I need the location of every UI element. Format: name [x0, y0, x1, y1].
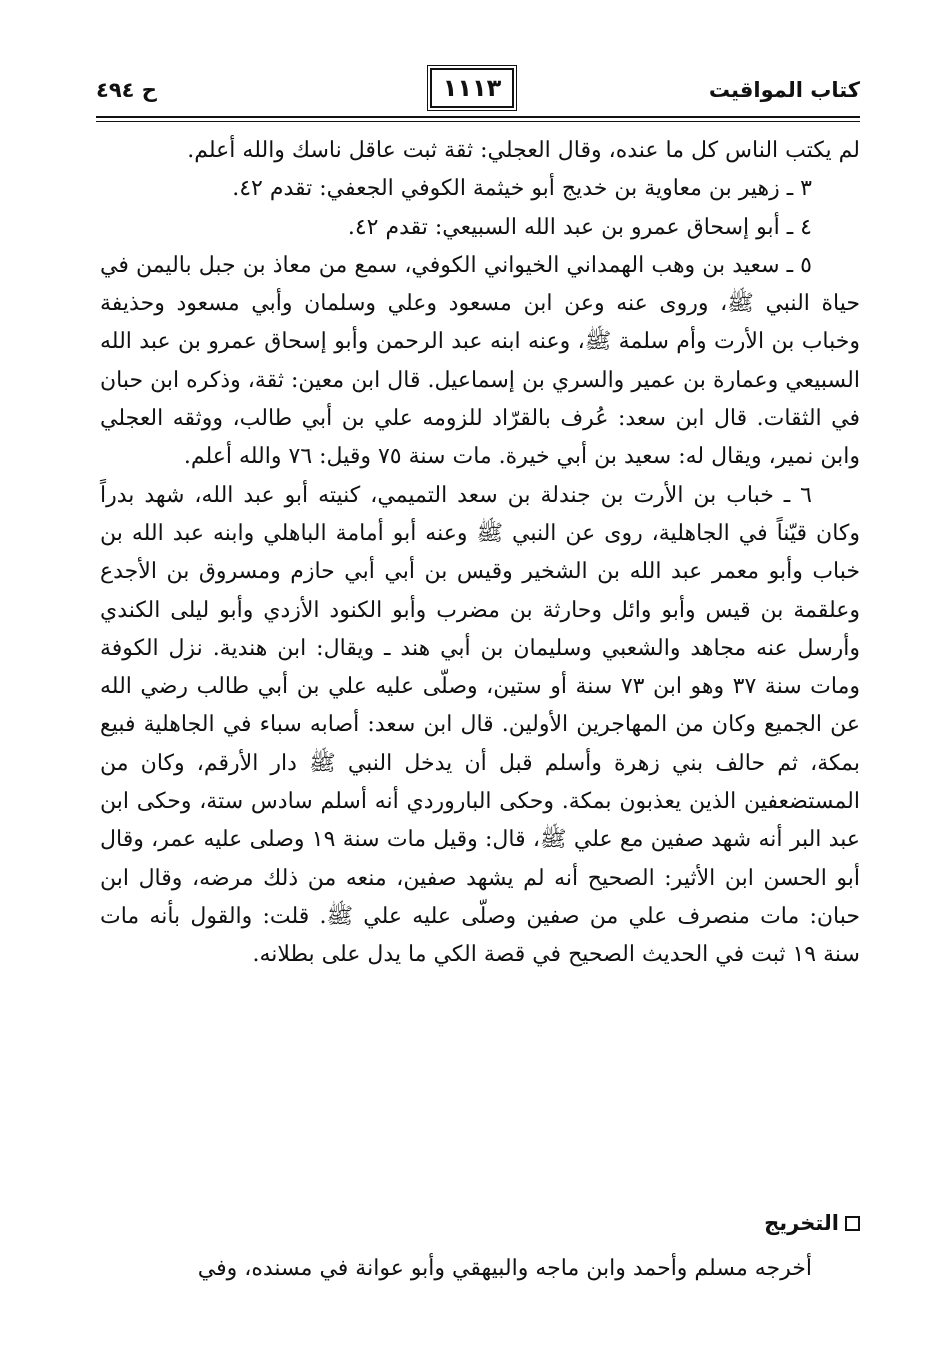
book-title: كتاب المواقيت: [708, 78, 860, 102]
page-header: [96, 68, 860, 112]
header-divider-thin: [96, 121, 860, 122]
hadith-reference: ح ٤٩٤: [96, 78, 157, 102]
paragraph-narrator-6: ٦ ـ خباب بن الأرت بن جندلة بن سعد التميمي، كنيته أبو عبد الله، شهد بدراً وكان قيّناً في الجاهلية، روى عن النبي ﷺ وعنه أبو أمامة الباهلي وابنه عبد الله بن خباب وأبو معمر عبد الله بن الشخير وقيس بن أبي أبي حازم ومسروق بن الأجدع وعلقمة بن قيس وأبو وائل وحارثة بن مضرب وأبو الكنود الأزدي وأبو ليلى الكندي وأرسل عنه مجاهد والشعبي وسليمان بن أبي هند ـ ويقال: ابن هندية. نزل الكوفة ومات سنة ٣٧ وهو ابن ٧٣ سنة أو ستين، وصلّى عليه علي بن أبي طالب رضي الله عن الجميع وكان من المهاجرين الأولين. قال ابن سعد: أصابه سباء في الجاهلية فبيع بمكة، ثم حالف بني زهرة وأسلم قبل أن يدخل النبي ﷺ دار الأرقم، وكان من المستضعفين الذين يعذبون بمكة. وحكى الباروردي أنه أسلم سادس ستة، وحكى ابن عبد البر أنه شهد صفين مع علي ﷺ، قال: وقيل مات سنة ١٩ وصلى عليه عمر، وقال أبو الحسن ابن الأثير: الصحيح أنه لم يشهد صفين، منعه من ذلك مرضه، وقال ابن حبان: مات منصرف علي من صفين وصلّى عليه علي ﷺ. قلت: والقول بأنه مات سنة ١٩ ثبت في الحديث الصحيح في قصة الكي ما يدل على بطلانه.: [100, 482, 860, 968]
takhrij-section: [100, 1208, 860, 1310]
section-title: التخريج: [764, 1211, 839, 1235]
paragraph-narrator-3: ٣ ـ زهير بن معاوية بن خديج أبو خيثمة الكوفي الجعفي: تقدم ٤٢.: [232, 176, 812, 202]
section-body: أخرجه مسلم وأحمد وابن ماجه والبيهقي وأبو عوانة في مسنده، وفي: [197, 1256, 812, 1281]
paragraph-narrator-4: ٤ ـ أبو إسحاق عمرو بن عبد الله السبيعي: تقدم ٤٢.: [347, 214, 812, 240]
paragraph-narrator-5: ٥ ـ سعيد بن وهب الهمداني الخيواني الكوفي، سمع من معاذ بن جبل باليمن في حياة النبي ﷺ، وروى عنه وعن ابن مسعود وعلي وسلمان وأبي مسعود وحذيفة وخباب بن الأرت وأم سلمة ﷺ، وعنه ابنه عبد الرحمن وأبو إسحاق عمرو بن عبد الله السبيعي وعمارة بن عمير والسري بن إسماعيل. قال ابن معين: ثقة، وذكره ابن حبان في الثقات. قال ابن سعد: عُرف بالقرّاد للزومه علي بن أبي طالب، ووثقه العجلي وابن نمير، ويقال له: سعيد بن أبي خيرة. مات سنة ٧٥ وقيل: ٧٦ والله أعلم.: [100, 252, 860, 470]
square-icon: [845, 1216, 860, 1231]
header-divider: [96, 116, 860, 118]
paragraph-continuation: لم يكتب الناس كل ما عنده، وقال العجلي: ثقة ثبت عاقل ناسك والله أعلم.: [187, 138, 860, 163]
page-number: ١١١٣: [430, 68, 514, 108]
section-heading: [100, 1208, 860, 1238]
body-text: [100, 132, 860, 975]
